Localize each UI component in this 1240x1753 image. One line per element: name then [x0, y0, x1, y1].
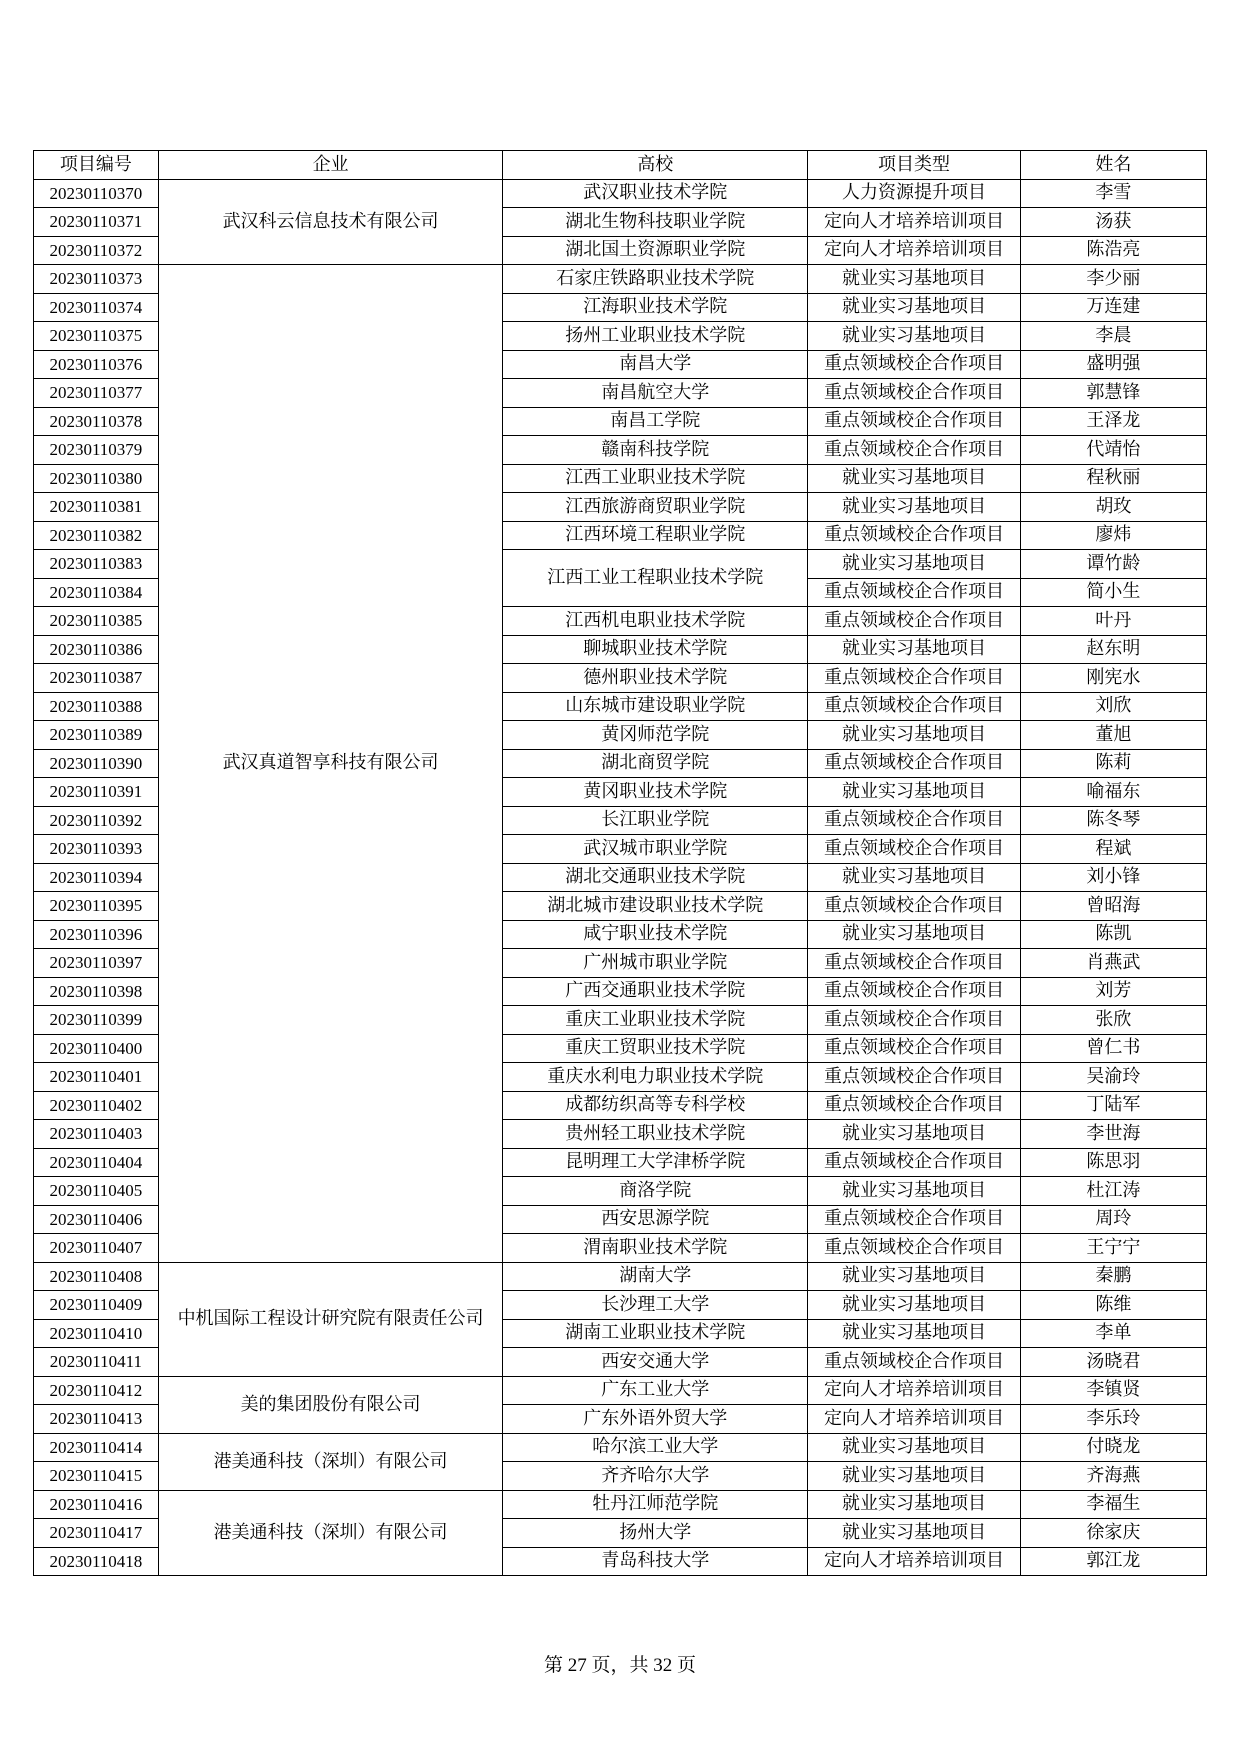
project-id-cell: 20230110389 [34, 721, 159, 750]
school-cell: 南昌航空大学 [503, 379, 808, 408]
person-name-cell: 陈冬琴 [1020, 806, 1206, 835]
project-id-cell: 20230110405 [34, 1177, 159, 1206]
project-id-cell: 20230110381 [34, 493, 159, 522]
school-cell: 山东城市建设职业学院 [503, 692, 808, 721]
project-id-cell: 20230110404 [34, 1148, 159, 1177]
person-name-cell: 喻福东 [1020, 778, 1206, 807]
project-type-cell: 重点领域校企合作项目 [808, 379, 1021, 408]
project-id-cell: 20230110382 [34, 521, 159, 550]
project-type-cell: 重点领域校企合作项目 [808, 1205, 1021, 1234]
school-cell: 武汉城市职业学院 [503, 835, 808, 864]
project-id-cell: 20230110411 [34, 1348, 159, 1377]
project-id-cell: 20230110401 [34, 1063, 159, 1092]
school-cell: 湖北城市建设职业技术学院 [503, 892, 808, 921]
person-name-cell: 李镇贤 [1020, 1376, 1206, 1405]
project-type-cell: 重点领域校企合作项目 [808, 1006, 1021, 1035]
person-name-cell: 刘芳 [1020, 977, 1206, 1006]
person-name-cell: 付晓龙 [1020, 1433, 1206, 1462]
school-cell: 渭南职业技术学院 [503, 1234, 808, 1263]
project-type-cell: 人力资源提升项目 [808, 179, 1021, 208]
project-id-cell: 20230110409 [34, 1291, 159, 1320]
school-cell: 扬州工业职业技术学院 [503, 322, 808, 351]
project-type-cell: 重点领域校企合作项目 [808, 1348, 1021, 1377]
project-id-cell: 20230110412 [34, 1376, 159, 1405]
project-type-cell: 就业实习基地项目 [808, 293, 1021, 322]
project-type-cell: 重点领域校企合作项目 [808, 350, 1021, 379]
project-type-cell: 就业实习基地项目 [808, 863, 1021, 892]
project-id-cell: 20230110383 [34, 550, 159, 579]
project-id-cell: 20230110393 [34, 835, 159, 864]
project-type-cell: 定向人才培养培训项目 [808, 208, 1021, 237]
project-type-cell: 重点领域校企合作项目 [808, 806, 1021, 835]
project-type-cell: 就业实习基地项目 [808, 464, 1021, 493]
project-id-cell: 20230110376 [34, 350, 159, 379]
project-id-cell: 20230110370 [34, 179, 159, 208]
person-name-cell: 张欣 [1020, 1006, 1206, 1035]
table-row [34, 1433, 1207, 1462]
project-id-cell: 20230110413 [34, 1405, 159, 1434]
company-cell: 港美通科技（深圳）有限公司 [158, 1433, 503, 1490]
project-id-cell: 20230110371 [34, 208, 159, 237]
project-type-cell: 就业实习基地项目 [808, 1433, 1021, 1462]
person-name-cell: 简小生 [1020, 578, 1206, 607]
project-table [33, 150, 1207, 1576]
school-cell: 湖北商贸学院 [503, 749, 808, 778]
company-cell: 武汉科云信息技术有限公司 [158, 179, 503, 265]
person-name-cell: 吴渝玲 [1020, 1063, 1206, 1092]
project-type-cell: 就业实习基地项目 [808, 1120, 1021, 1149]
project-id-cell: 20230110414 [34, 1433, 159, 1462]
project-type-cell: 就业实习基地项目 [808, 1490, 1021, 1519]
project-id-cell: 20230110378 [34, 407, 159, 436]
project-id-cell: 20230110399 [34, 1006, 159, 1035]
project-id-cell: 20230110385 [34, 607, 159, 636]
project-id-cell: 20230110402 [34, 1091, 159, 1120]
school-cell: 哈尔滨工业大学 [503, 1433, 808, 1462]
person-name-cell: 秦鹏 [1020, 1262, 1206, 1291]
person-name-cell: 齐海燕 [1020, 1462, 1206, 1491]
person-name-cell: 李乐玲 [1020, 1405, 1206, 1434]
school-cell: 长江职业学院 [503, 806, 808, 835]
project-type-cell: 重点领域校企合作项目 [808, 892, 1021, 921]
project-id-cell: 20230110410 [34, 1319, 159, 1348]
school-cell: 重庆工贸职业技术学院 [503, 1034, 808, 1063]
school-cell: 长沙理工大学 [503, 1291, 808, 1320]
project-type-cell: 定向人才培养培训项目 [808, 1405, 1021, 1434]
school-cell: 石家庄铁路职业技术学院 [503, 265, 808, 294]
person-name-cell: 杜江涛 [1020, 1177, 1206, 1206]
school-cell: 贵州轻工职业技术学院 [503, 1120, 808, 1149]
person-name-cell: 李世海 [1020, 1120, 1206, 1149]
project-id-cell: 20230110415 [34, 1462, 159, 1491]
project-type-cell: 重点领域校企合作项目 [808, 607, 1021, 636]
person-name-cell: 李单 [1020, 1319, 1206, 1348]
project-type-cell: 就业实习基地项目 [808, 265, 1021, 294]
project-type-cell: 就业实习基地项目 [808, 635, 1021, 664]
project-id-cell: 20230110375 [34, 322, 159, 351]
project-type-cell: 重点领域校企合作项目 [808, 749, 1021, 778]
project-id-cell: 20230110386 [34, 635, 159, 664]
person-name-cell: 廖炜 [1020, 521, 1206, 550]
project-type-cell: 重点领域校企合作项目 [808, 835, 1021, 864]
school-cell: 广州城市职业学院 [503, 949, 808, 978]
school-cell: 广西交通职业技术学院 [503, 977, 808, 1006]
person-name-cell: 肖燕武 [1020, 949, 1206, 978]
school-cell: 德州职业技术学院 [503, 664, 808, 693]
project-id-cell: 20230110395 [34, 892, 159, 921]
person-name-cell: 王泽龙 [1020, 407, 1206, 436]
project-type-cell: 重点领域校企合作项目 [808, 692, 1021, 721]
person-name-cell: 李晨 [1020, 322, 1206, 351]
person-name-cell: 董旭 [1020, 721, 1206, 750]
table-row [34, 1376, 1207, 1405]
project-id-cell: 20230110396 [34, 920, 159, 949]
person-name-cell: 曾昭海 [1020, 892, 1206, 921]
school-cell: 昆明理工大学津桥学院 [503, 1148, 808, 1177]
person-name-cell: 徐家庆 [1020, 1519, 1206, 1548]
project-id-cell: 20230110400 [34, 1034, 159, 1063]
school-cell: 西安思源学院 [503, 1205, 808, 1234]
person-name-cell: 李福生 [1020, 1490, 1206, 1519]
school-cell: 黄冈师范学院 [503, 721, 808, 750]
project-id-cell: 20230110406 [34, 1205, 159, 1234]
project-id-cell: 20230110387 [34, 664, 159, 693]
project-id-cell: 20230110384 [34, 578, 159, 607]
project-id-cell: 20230110394 [34, 863, 159, 892]
project-id-cell: 20230110408 [34, 1262, 159, 1291]
project-id-cell: 20230110372 [34, 236, 159, 265]
person-name-cell: 陈思羽 [1020, 1148, 1206, 1177]
project-type-cell: 定向人才培养培训项目 [808, 1547, 1021, 1576]
project-type-cell: 重点领域校企合作项目 [808, 407, 1021, 436]
school-cell: 湖北交通职业技术学院 [503, 863, 808, 892]
table-body [34, 179, 1207, 1576]
school-cell: 青岛科技大学 [503, 1547, 808, 1576]
project-type-cell: 重点领域校企合作项目 [808, 1063, 1021, 1092]
school-cell: 湖南大学 [503, 1262, 808, 1291]
project-id-cell: 20230110388 [34, 692, 159, 721]
project-type-cell: 就业实习基地项目 [808, 1519, 1021, 1548]
project-type-cell: 重点领域校企合作项目 [808, 1034, 1021, 1063]
project-type-cell: 重点领域校企合作项目 [808, 578, 1021, 607]
table-row [34, 1262, 1207, 1291]
school-cell: 江西机电职业技术学院 [503, 607, 808, 636]
person-name-cell: 胡玫 [1020, 493, 1206, 522]
school-cell: 聊城职业技术学院 [503, 635, 808, 664]
person-name-cell: 代靖怡 [1020, 436, 1206, 465]
person-name-cell: 刘欣 [1020, 692, 1206, 721]
person-name-cell: 李雪 [1020, 179, 1206, 208]
person-name-cell: 丁陆军 [1020, 1091, 1206, 1120]
person-name-cell: 万连建 [1020, 293, 1206, 322]
table-row [34, 179, 1207, 208]
school-cell: 湖南工业职业技术学院 [503, 1319, 808, 1348]
project-type-cell: 就业实习基地项目 [808, 920, 1021, 949]
project-type-cell: 就业实习基地项目 [808, 322, 1021, 351]
project-id-cell: 20230110398 [34, 977, 159, 1006]
company-cell: 美的集团股份有限公司 [158, 1376, 503, 1433]
project-type-cell: 就业实习基地项目 [808, 493, 1021, 522]
school-cell: 江海职业技术学院 [503, 293, 808, 322]
project-id-cell: 20230110390 [34, 749, 159, 778]
header-person-name: 姓名 [1020, 151, 1206, 180]
person-name-cell: 郭江龙 [1020, 1547, 1206, 1576]
company-cell: 港美通科技（深圳）有限公司 [158, 1490, 503, 1576]
person-name-cell: 汤获 [1020, 208, 1206, 237]
school-cell: 江西工业工程职业技术学院 [503, 550, 808, 607]
school-cell: 齐齐哈尔大学 [503, 1462, 808, 1491]
school-cell: 广东外语外贸大学 [503, 1405, 808, 1434]
project-type-cell: 重点领域校企合作项目 [808, 521, 1021, 550]
person-name-cell: 陈莉 [1020, 749, 1206, 778]
person-name-cell: 程秋丽 [1020, 464, 1206, 493]
person-name-cell: 陈维 [1020, 1291, 1206, 1320]
school-cell: 重庆工业职业技术学院 [503, 1006, 808, 1035]
person-name-cell: 程斌 [1020, 835, 1206, 864]
company-cell: 中机国际工程设计研究院有限责任公司 [158, 1262, 503, 1376]
project-type-cell: 重点领域校企合作项目 [808, 949, 1021, 978]
school-cell: 赣南科技学院 [503, 436, 808, 465]
person-name-cell: 曾仁书 [1020, 1034, 1206, 1063]
header-company: 企业 [158, 151, 503, 180]
project-type-cell: 重点领域校企合作项目 [808, 1148, 1021, 1177]
school-cell: 江西环境工程职业学院 [503, 521, 808, 550]
school-cell: 扬州大学 [503, 1519, 808, 1548]
project-type-cell: 就业实习基地项目 [808, 778, 1021, 807]
table-row [34, 265, 1207, 294]
person-name-cell: 赵东明 [1020, 635, 1206, 664]
school-cell: 武汉职业技术学院 [503, 179, 808, 208]
project-type-cell: 就业实习基地项目 [808, 1262, 1021, 1291]
project-type-cell: 定向人才培养培训项目 [808, 1376, 1021, 1405]
school-cell: 商洛学院 [503, 1177, 808, 1206]
school-cell: 江西旅游商贸职业学院 [503, 493, 808, 522]
project-id-cell: 20230110407 [34, 1234, 159, 1263]
header-project-id: 项目编号 [34, 151, 159, 180]
project-type-cell: 重点领域校企合作项目 [808, 1091, 1021, 1120]
project-type-cell: 重点领域校企合作项目 [808, 436, 1021, 465]
school-cell: 广东工业大学 [503, 1376, 808, 1405]
project-type-cell: 重点领域校企合作项目 [808, 977, 1021, 1006]
project-type-cell: 就业实习基地项目 [808, 550, 1021, 579]
project-id-cell: 20230110373 [34, 265, 159, 294]
school-cell: 南昌大学 [503, 350, 808, 379]
project-type-cell: 就业实习基地项目 [808, 1177, 1021, 1206]
page-footer: 第 27 页，共 32 页 [543, 1655, 696, 1676]
person-name-cell: 陈凯 [1020, 920, 1206, 949]
project-type-cell: 就业实习基地项目 [808, 721, 1021, 750]
person-name-cell: 陈浩亮 [1020, 236, 1206, 265]
project-id-cell: 20230110416 [34, 1490, 159, 1519]
project-id-cell: 20230110397 [34, 949, 159, 978]
school-cell: 湖北国土资源职业学院 [503, 236, 808, 265]
school-cell: 南昌工学院 [503, 407, 808, 436]
person-name-cell: 谭竹龄 [1020, 550, 1206, 579]
person-name-cell: 刘小锋 [1020, 863, 1206, 892]
person-name-cell: 李少丽 [1020, 265, 1206, 294]
project-id-cell: 20230110377 [34, 379, 159, 408]
person-name-cell: 周玲 [1020, 1205, 1206, 1234]
project-id-cell: 20230110403 [34, 1120, 159, 1149]
person-name-cell: 郭慧锋 [1020, 379, 1206, 408]
project-id-cell: 20230110391 [34, 778, 159, 807]
project-type-cell: 重点领域校企合作项目 [808, 1234, 1021, 1263]
school-cell: 黄冈职业技术学院 [503, 778, 808, 807]
person-name-cell: 盛明强 [1020, 350, 1206, 379]
project-id-cell: 20230110417 [34, 1519, 159, 1548]
person-name-cell: 汤晓君 [1020, 1348, 1206, 1377]
school-cell: 重庆水利电力职业技术学院 [503, 1063, 808, 1092]
header-school: 高校 [503, 151, 808, 180]
project-id-cell: 20230110392 [34, 806, 159, 835]
school-cell: 西安交通大学 [503, 1348, 808, 1377]
table-row [34, 1490, 1207, 1519]
project-id-cell: 20230110418 [34, 1547, 159, 1576]
project-type-cell: 就业实习基地项目 [808, 1462, 1021, 1491]
school-cell: 成都纺织高等专科学校 [503, 1091, 808, 1120]
person-name-cell: 王宁宁 [1020, 1234, 1206, 1263]
person-name-cell: 叶丹 [1020, 607, 1206, 636]
school-cell: 牡丹江师范学院 [503, 1490, 808, 1519]
project-id-cell: 20230110379 [34, 436, 159, 465]
project-type-cell: 重点领域校企合作项目 [808, 664, 1021, 693]
project-id-cell: 20230110380 [34, 464, 159, 493]
project-type-cell: 就业实习基地项目 [808, 1291, 1021, 1320]
school-cell: 咸宁职业技术学院 [503, 920, 808, 949]
school-cell: 江西工业职业技术学院 [503, 464, 808, 493]
project-id-cell: 20230110374 [34, 293, 159, 322]
project-type-cell: 定向人才培养培训项目 [808, 236, 1021, 265]
header-project-type: 项目类型 [808, 151, 1021, 180]
person-name-cell: 刚宪水 [1020, 664, 1206, 693]
school-cell: 湖北生物科技职业学院 [503, 208, 808, 237]
company-cell: 武汉真道智享科技有限公司 [158, 265, 503, 1263]
project-type-cell: 就业实习基地项目 [808, 1319, 1021, 1348]
header-row [34, 151, 1207, 180]
